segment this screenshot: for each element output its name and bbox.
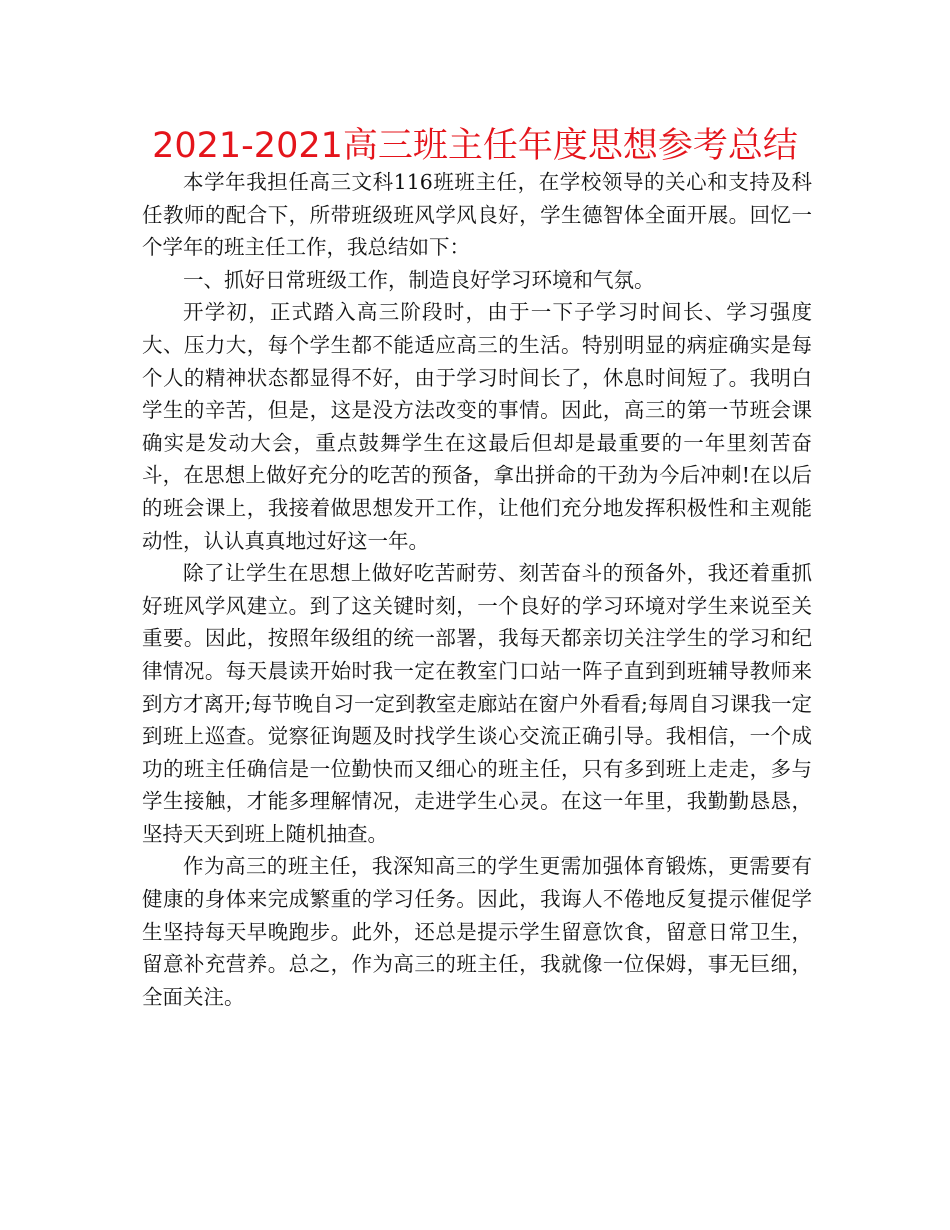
paragraph-intro: 本学年我担任高三文科116班班主任，在学校领导的关心和支持及科任教师的配合下，所带班级班风学风良好，学生德智体全面开展。回忆一个学年的班主任工作，我总结如下： (142, 170, 812, 260)
paragraph-class-discipline: 除了让学生在思想上做好吃苦耐劳、刻苦奋斗的预备外，我还着重抓好班风学风建立。到了这关键时刻，一个良好的学习环境对学生来说至关重要。因此，按照年级组的统一部署，我每天都亲切关注学生的学习和纪律情况。每天晨读开始时我一定在教室门口站一阵子直到到班辅导教师来到方才离开;每节晚自习一定到教室走廊站在窗户外看看;每周自习课我一定到班上巡查。觉察征询题及时找学生谈心交流正确引导。我相信，一个成功的班主任确信是一位勤快而又细心的班主任，只有多到班上走走，多与学生接触，才能多理解情况，走进学生心灵。在这一年里，我勤勤恳恳，坚持天天到班上随机抽查。 (142, 561, 812, 846)
document-title: 2021-2021高三班主任年度思想参考总结 (152, 126, 798, 166)
paragraph-health-care: 作为高三的班主任，我深知高三的学生更需加强体育锻炼，更需要有健康的身体来完成繁重的学习任务。因此，我诲人不倦地反复提示催促学生坚持每天早晚跑步。此外，还总是提示学生留意饮食，留意日常卫生，留意补充营养。总之，作为高三的班主任，我就像一位保姆，事无巨细，全面关注。 (142, 854, 812, 1009)
paragraph-section-heading: 一、抓好日常班级工作，制造良好学习环境和气氛。 (183, 267, 655, 292)
document-body (142, 166, 812, 1013)
paragraph-start-of-term: 开学初，正式踏入高三阶段时，由于一下子学习时间长、学习强度大、压力大，每个学生都不能适应高三的生活。特别明显的病症确实是每个人的精神状态都显得不好，由于学习时间长了，休息时间短了。我明白学生的辛苦，但是，这是没方法改变的事情。因此，高三的第一节班会课确实是发动大会，重点鼓舞学生在这最后但却是最重要的一年里刻苦奋斗，在思想上做好充分的吃苦的预备，拿出拼命的干劲为今后冲刺!在以后的班会课上，我接着做思想发开工作，让他们充分地发挥积极性和主观能动性，认认真真地过好这一年。 (142, 300, 812, 553)
